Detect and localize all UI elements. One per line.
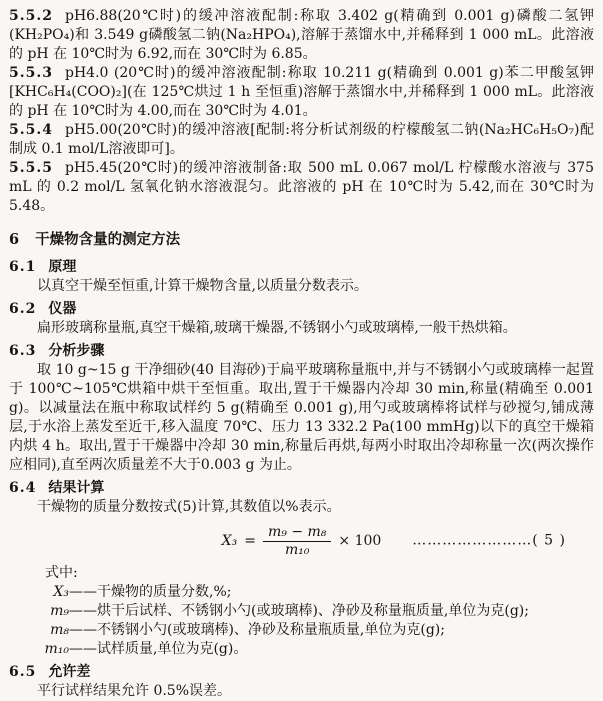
where-label: 式中: xyxy=(45,565,78,581)
section-6-heading xyxy=(9,230,594,249)
definition-variable: m₈ xyxy=(50,622,69,638)
clause-number: 5.5.5 xyxy=(9,160,53,176)
heading-6-1 xyxy=(9,258,594,277)
clause-5-5-3 xyxy=(9,64,594,121)
subsection-number: 6.3 xyxy=(9,343,37,359)
definition-variable: X₃ xyxy=(53,584,69,600)
clause-text: pH4.0 (20℃时)的缓冲溶液配制:称取 10.211 g(精确到 0.001 g)苯二甲酸氢钾[KHC₆H₄(COO)₂](在 125℃烘过 1 h 至恒重)溶解于蒸馏水中,并稀释到 1 000 mL。此溶液的 pH 在 10℃时为 4.00,而在 30℃时为 4.01。 xyxy=(9,65,594,119)
subsection-number: 6.2 xyxy=(9,301,37,317)
subsection-number: 6.1 xyxy=(9,259,37,275)
multiplier: × 100 xyxy=(338,532,382,549)
subsection-title: 分析步骤 xyxy=(48,343,105,359)
heading-6-2 xyxy=(9,300,594,319)
paragraph-6-2: 扁形玻璃称量瓶,真空干燥箱,玻璃干燥器,不锈钢小勺或玻璃棒,一般干热烘箱。 xyxy=(37,320,517,336)
definition-variable: m₁₀ xyxy=(44,641,69,657)
definition-text: ——干燥物的质量分数,%; xyxy=(69,584,232,600)
paragraph-6-3: 取 10 g~15 g 干净细砂(40 目海砂)于扁平玻璃称量瓶中,并与不锈钢小勺或玻璃棒一起置于 100℃~105℃烘箱中烘干至恒重。取出,置于干燥器内冷却 30 min,称量(精确至 0.001 g)。以减量法在瓶中称取试样约 5 g(精确至 0.001 g),用勺或玻璃棒将试样与砂搅匀,铺成薄层,于水浴上蒸发至近干,移入温度 70℃、压力 13 332.2 Pa(100 mmHg)以下的真空干燥箱内烘 4 h。取出,置于干燥器中冷却 30 min,称量后再烘,每两小时取出冷却称量一次(两次操作应相同),直至两次质量差不大于0.003 g 为止。 xyxy=(9,362,594,473)
clause-text: pH5.45(20℃时)的缓冲溶液制备:取 500 mL 0.067 mol/L 柠檬酸水溶液与 375 mL 的 0.2 mol/L 氢氧化钠水溶液混匀。此溶液的 pH 在 10℃时为 5.42,而在 30℃时为 5.48。 xyxy=(9,160,594,214)
subsection-number: 6.5 xyxy=(9,664,37,680)
clause-number: 5.5.4 xyxy=(9,122,53,138)
fraction-numerator: m₉ − m₈ xyxy=(263,524,331,542)
equation-expression xyxy=(222,524,382,559)
heading-6-3 xyxy=(9,342,594,361)
definition-row-m8 xyxy=(23,621,594,640)
equation-leader xyxy=(412,532,566,551)
definition-text: ——试样质量,单位为克(g)。 xyxy=(69,641,248,657)
paragraph-6-4: 干燥物的质量分数按式(5)计算,其数值以%表示。 xyxy=(37,499,341,515)
subsection-title: 仪器 xyxy=(48,301,77,317)
heading-6-5 xyxy=(9,663,594,682)
clause-5-5-4 xyxy=(9,121,594,159)
equation-number: ( 5 ) xyxy=(532,532,566,549)
subsection-title: 允许差 xyxy=(48,664,91,680)
definition-variable: m₉ xyxy=(50,603,69,619)
clause-5-5-5 xyxy=(9,159,594,216)
equation-5 xyxy=(9,522,594,560)
clause-text: pH5.00(20℃时)的缓冲溶液[配制:将分析试剂级的柠檬酸氢二钠(Na₂HC₆H₅O₇)配制成 0.1 mol/L溶液即可]。 xyxy=(9,122,594,157)
paragraph-6-5: 平行试样结果允许 0.5%误差。 xyxy=(37,683,232,699)
clause-5-5-2 xyxy=(9,7,594,64)
clause-text: pH6.88(20℃时)的缓冲溶液配制:称取 3.402 g(精确到 0.001 g)磷酸二氢钾(KH₂PO₄)和 3.549 g磷酸氢二钠(Na₂HPO₄),溶解于蒸馏水中,并稀释到 1 000 mL。此溶液的 pH 在 10℃时为 6.92,而在 30℃时为 6.85。 xyxy=(9,8,594,62)
subsection-title: 原理 xyxy=(48,259,77,275)
definition-text: ——烘干后试样、不锈钢小勺(或玻璃棒)、净砂及称量瓶质量,单位为克(g); xyxy=(69,603,529,619)
equation-lhs: X₃ xyxy=(221,532,238,549)
subsection-title: 结果计算 xyxy=(48,480,105,496)
paragraph-6-1: 以真空干燥至恒重,计算干燥物含量,以质量分数表示。 xyxy=(37,278,368,294)
section-number: 6 xyxy=(9,231,22,248)
subsection-number: 6.4 xyxy=(9,480,37,496)
definition-row-x3 xyxy=(23,583,594,602)
section-title: 干燥物含量的测定方法 xyxy=(35,231,181,248)
clause-number: 5.5.2 xyxy=(9,8,53,24)
leader-dots: …………………… xyxy=(412,532,533,549)
equals-sign: = xyxy=(244,532,256,549)
definition-text: ——不锈钢小勺(或玻璃棒)、净砂及称量瓶质量,单位为克(g); xyxy=(69,622,445,638)
clause-number: 5.5.3 xyxy=(9,65,53,81)
heading-6-4 xyxy=(9,479,594,498)
definition-row-m10 xyxy=(23,640,594,659)
fraction xyxy=(263,524,331,559)
definition-row-m9 xyxy=(23,602,594,621)
fraction-denominator: m₁₀ xyxy=(284,541,310,558)
